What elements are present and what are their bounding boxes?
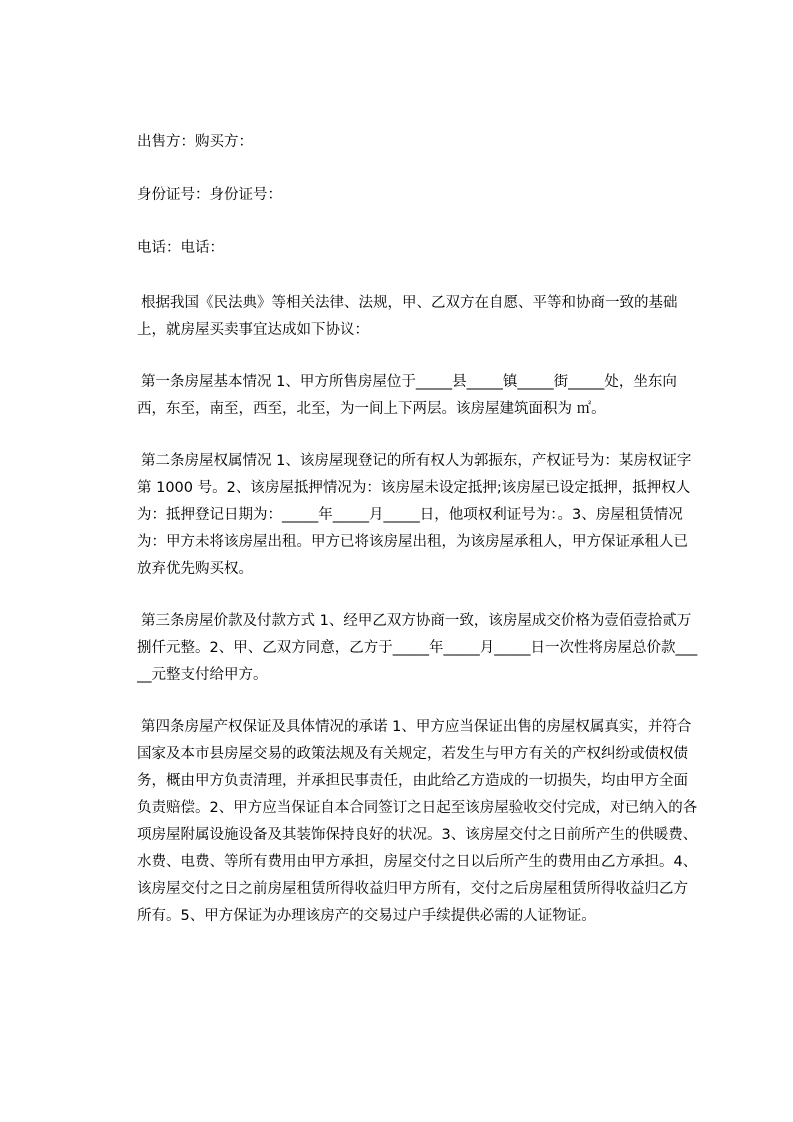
article-2-text: 第二条房屋权属情况 1、该房屋现登记的所有权人为郭振东，产权证号为：某房权证字第 1000 号。2、该房屋抵押情况为：该房屋未设定抵押;该房屋已设定抵押，抵押权人为：抵押登记日期为：_____年_____月_____日，他项权利证号为：。3、房屋租赁情况为：甲方未将该房屋出租。甲方已将该房屋出租，为该房屋承租人，甲方保证承租人已放弃优先购买权。: [137, 453, 692, 577]
seller-buyer-line: 出售方：购买方：: [137, 134, 253, 150]
article-4-paragraph: [137, 714, 701, 957]
article-1-text: 第一条房屋基本情况 1、甲方所售房屋位于_____县_____镇_____街_____处，坐东向西，东至，南至，西至，北至，为一间上下两层。该房屋建筑面积为 ㎡。: [137, 374, 677, 417]
article-4-text: 第四条房屋产权保证及具体情况的承诺 1、甲方应当保证出售的房屋权属真实，并符合国家及本市县房屋交易的政策法规及有关规定，若发生与甲方有关的产权纠纷或债权债务，概由甲方负责清理，并承担民事责任，由此给乙方造成的一切损失，均由甲方全面负责赔偿。2、甲方应当保证自本合同签订之日起至该房屋验收交付完成，对已纳入的各项房屋附属设施设备及其装饰保持良好的状况。3、该房屋交付之日前所产生的供暖费、水费、电费、等所有费用由甲方承担，房屋交付之日以后所产生的费用由乙方承担。4、该房屋交付之日之前房屋租赁所得收益归甲方所有，交付之后房屋租赁所得收益归乙方所有。5、甲方保证为办理该房产的交易过户手续提供必需的人证物证。: [137, 719, 698, 924]
intro-text: 根据我国《民法典》等相关法律、法规，甲、乙双方在自愿、平等和协商一致的基础上，就房屋买卖事宜达成如下协议：: [137, 295, 678, 338]
article-1-paragraph: [137, 369, 701, 423]
phone-line: 电话：电话：: [137, 240, 224, 256]
intro-paragraph: [137, 290, 701, 344]
article-3-text: 第三条房屋价款及付款方式 1、经甲乙双方协商一致，该房屋成交价格为壹佰壹拾贰万捌仟元整。2、甲、乙双方同意，乙方于_____年_____月_____日一次性将房屋总价款_____元整支付给甲方。: [137, 613, 698, 683]
article-2-paragraph: [137, 448, 701, 583]
id-number-line: 身份证号：身份证号：: [137, 187, 282, 203]
article-3-paragraph: [137, 608, 701, 689]
